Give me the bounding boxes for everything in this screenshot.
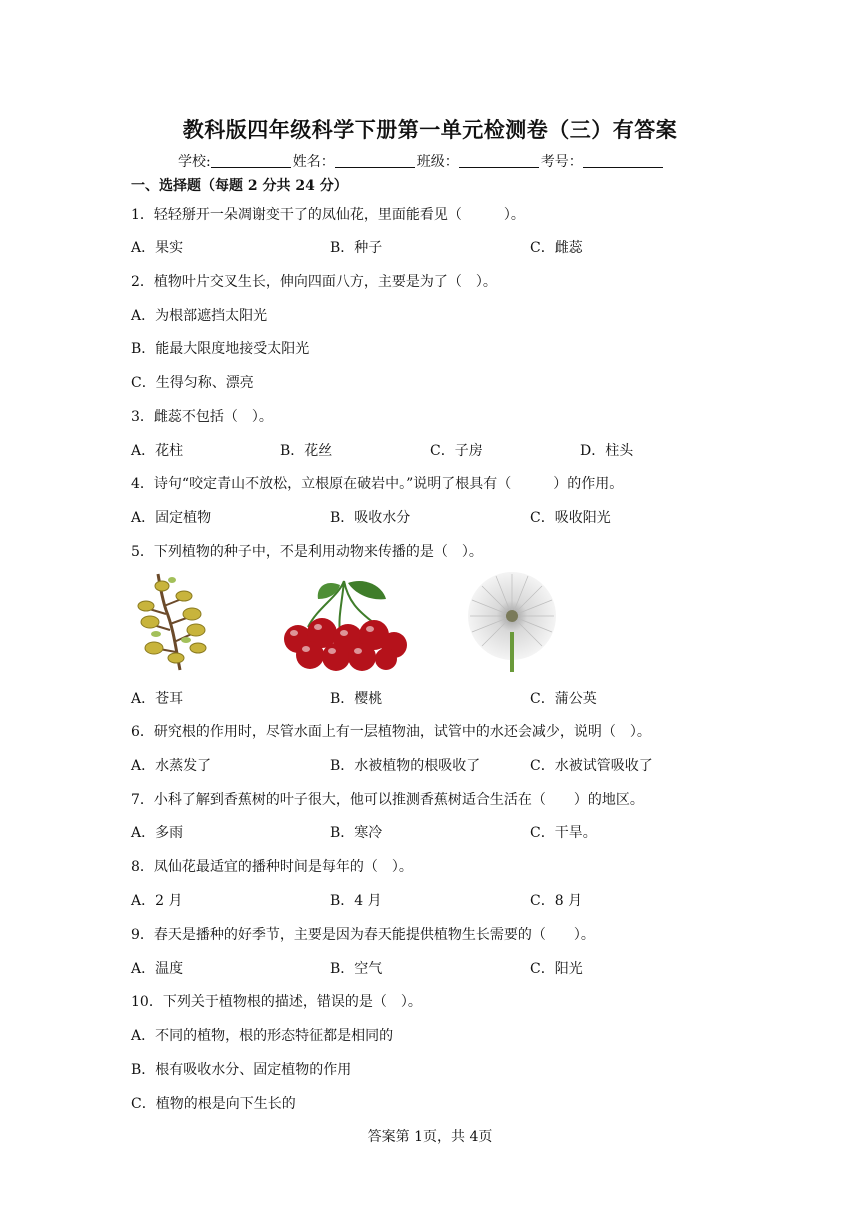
question-3: 3．雌蕊不包括（ ）。 (131, 409, 273, 425)
cocklebur-image (136, 570, 224, 672)
q2-option-b: B．能最大限度地接受太阳光 (131, 341, 310, 357)
q1-option-c: C．雌蕊 (530, 240, 583, 256)
q10-option-c: C．植物的根是向下生长的 (131, 1096, 296, 1112)
q9-option-a: A．温度 (131, 961, 184, 977)
q8-option-a: A．2 月 (131, 893, 183, 909)
q9-option-c: C．阳光 (530, 961, 583, 977)
question-10: 10．下列关于植物根的描述，错误的是（ ）。 (131, 994, 422, 1010)
q4-option-a: A．固定植物 (131, 510, 212, 526)
number-label: 考号： (540, 154, 583, 170)
question-5: 5．下列植物的种子中，不是利用动物来传播的是（ ）。 (131, 544, 483, 560)
q7-option-a: A．多雨 (131, 825, 184, 841)
q5-option-b: B．樱桃 (330, 691, 383, 707)
q6-option-a: A．水蒸发了 (131, 758, 212, 774)
dandelion-image (462, 570, 562, 672)
cherry-image (278, 577, 410, 671)
q3-option-a: A．花柱 (131, 443, 184, 459)
number-field[interactable] (583, 153, 663, 168)
question-2: 2．植物叶片交叉生长，伸向四面八方，主要是为了（ ）。 (131, 274, 497, 290)
q7-option-b: B．寒冷 (330, 825, 383, 841)
class-label: 班级： (416, 154, 459, 170)
question-7: 7．小科了解到香蕉树的叶子很大，他可以推测香蕉树适合生活在（ ）的地区。 (131, 792, 644, 808)
question-6: 6．研究根的作用时，尽管水面上有一层植物油，试管中的水还会减少，说明（ ）。 (131, 724, 651, 740)
question-4: 4．诗句“咬定青山不放松，立根原在破岩中。”说明了根具有（ ）的作用。 (131, 476, 624, 492)
q4-option-c: C．吸收阳光 (530, 510, 611, 526)
q6-option-c: C．水被试管吸收了 (530, 758, 653, 774)
name-field[interactable] (335, 153, 415, 168)
q1-option-b: B．种子 (330, 240, 383, 256)
class-field[interactable] (459, 153, 539, 168)
question-8: 8．凤仙花最适宜的播种时间是每年的（ ）。 (131, 859, 413, 875)
student-info (178, 151, 665, 171)
q2-option-a: A．为根部遮挡太阳光 (131, 308, 268, 324)
q4-option-b: B．吸收水分 (330, 510, 411, 526)
q8-option-b: B．4 月 (330, 893, 382, 909)
q3-option-b: B．花丝 (280, 443, 333, 459)
q2-option-c: C．生得匀称、漂亮 (131, 375, 254, 391)
question-9: 9．春天是播种的好季节，主要是因为春天能提供植物生长需要的（ ）。 (131, 927, 595, 943)
q10-option-a: A．不同的植物，根的形态特征都是相同的 (131, 1028, 394, 1044)
q3-option-c: C．子房 (430, 443, 483, 459)
page-footer: 答案第 1页，共 4页 (367, 1129, 493, 1145)
q5-option-c: C．蒲公英 (530, 691, 597, 707)
q8-option-c: C．8 月 (530, 893, 583, 909)
school-label: 学校: (178, 154, 211, 170)
q3-option-d: D．柱头 (580, 443, 634, 459)
q7-option-c: C．干旱。 (530, 825, 597, 841)
section-heading: 一、选择题（每题 2 分共 24 分） (131, 178, 348, 194)
question-1: 1．轻轻掰开一朵凋谢变干了的凤仙花，里面能看见（ ）。 (131, 207, 525, 223)
name-label: 姓名： (292, 154, 335, 170)
q1-option-a: A．果实 (131, 240, 184, 256)
q10-option-b: B．根有吸收水分、固定植物的作用 (131, 1062, 352, 1078)
page-title: 教科版四年级科学下册第一单元检测卷（三）有答案 (182, 117, 678, 142)
q5-option-a: A．苍耳 (131, 691, 184, 707)
q6-option-b: B．水被植物的根吸收了 (330, 758, 481, 774)
school-field[interactable] (211, 153, 291, 168)
q9-option-b: B．空气 (330, 961, 383, 977)
